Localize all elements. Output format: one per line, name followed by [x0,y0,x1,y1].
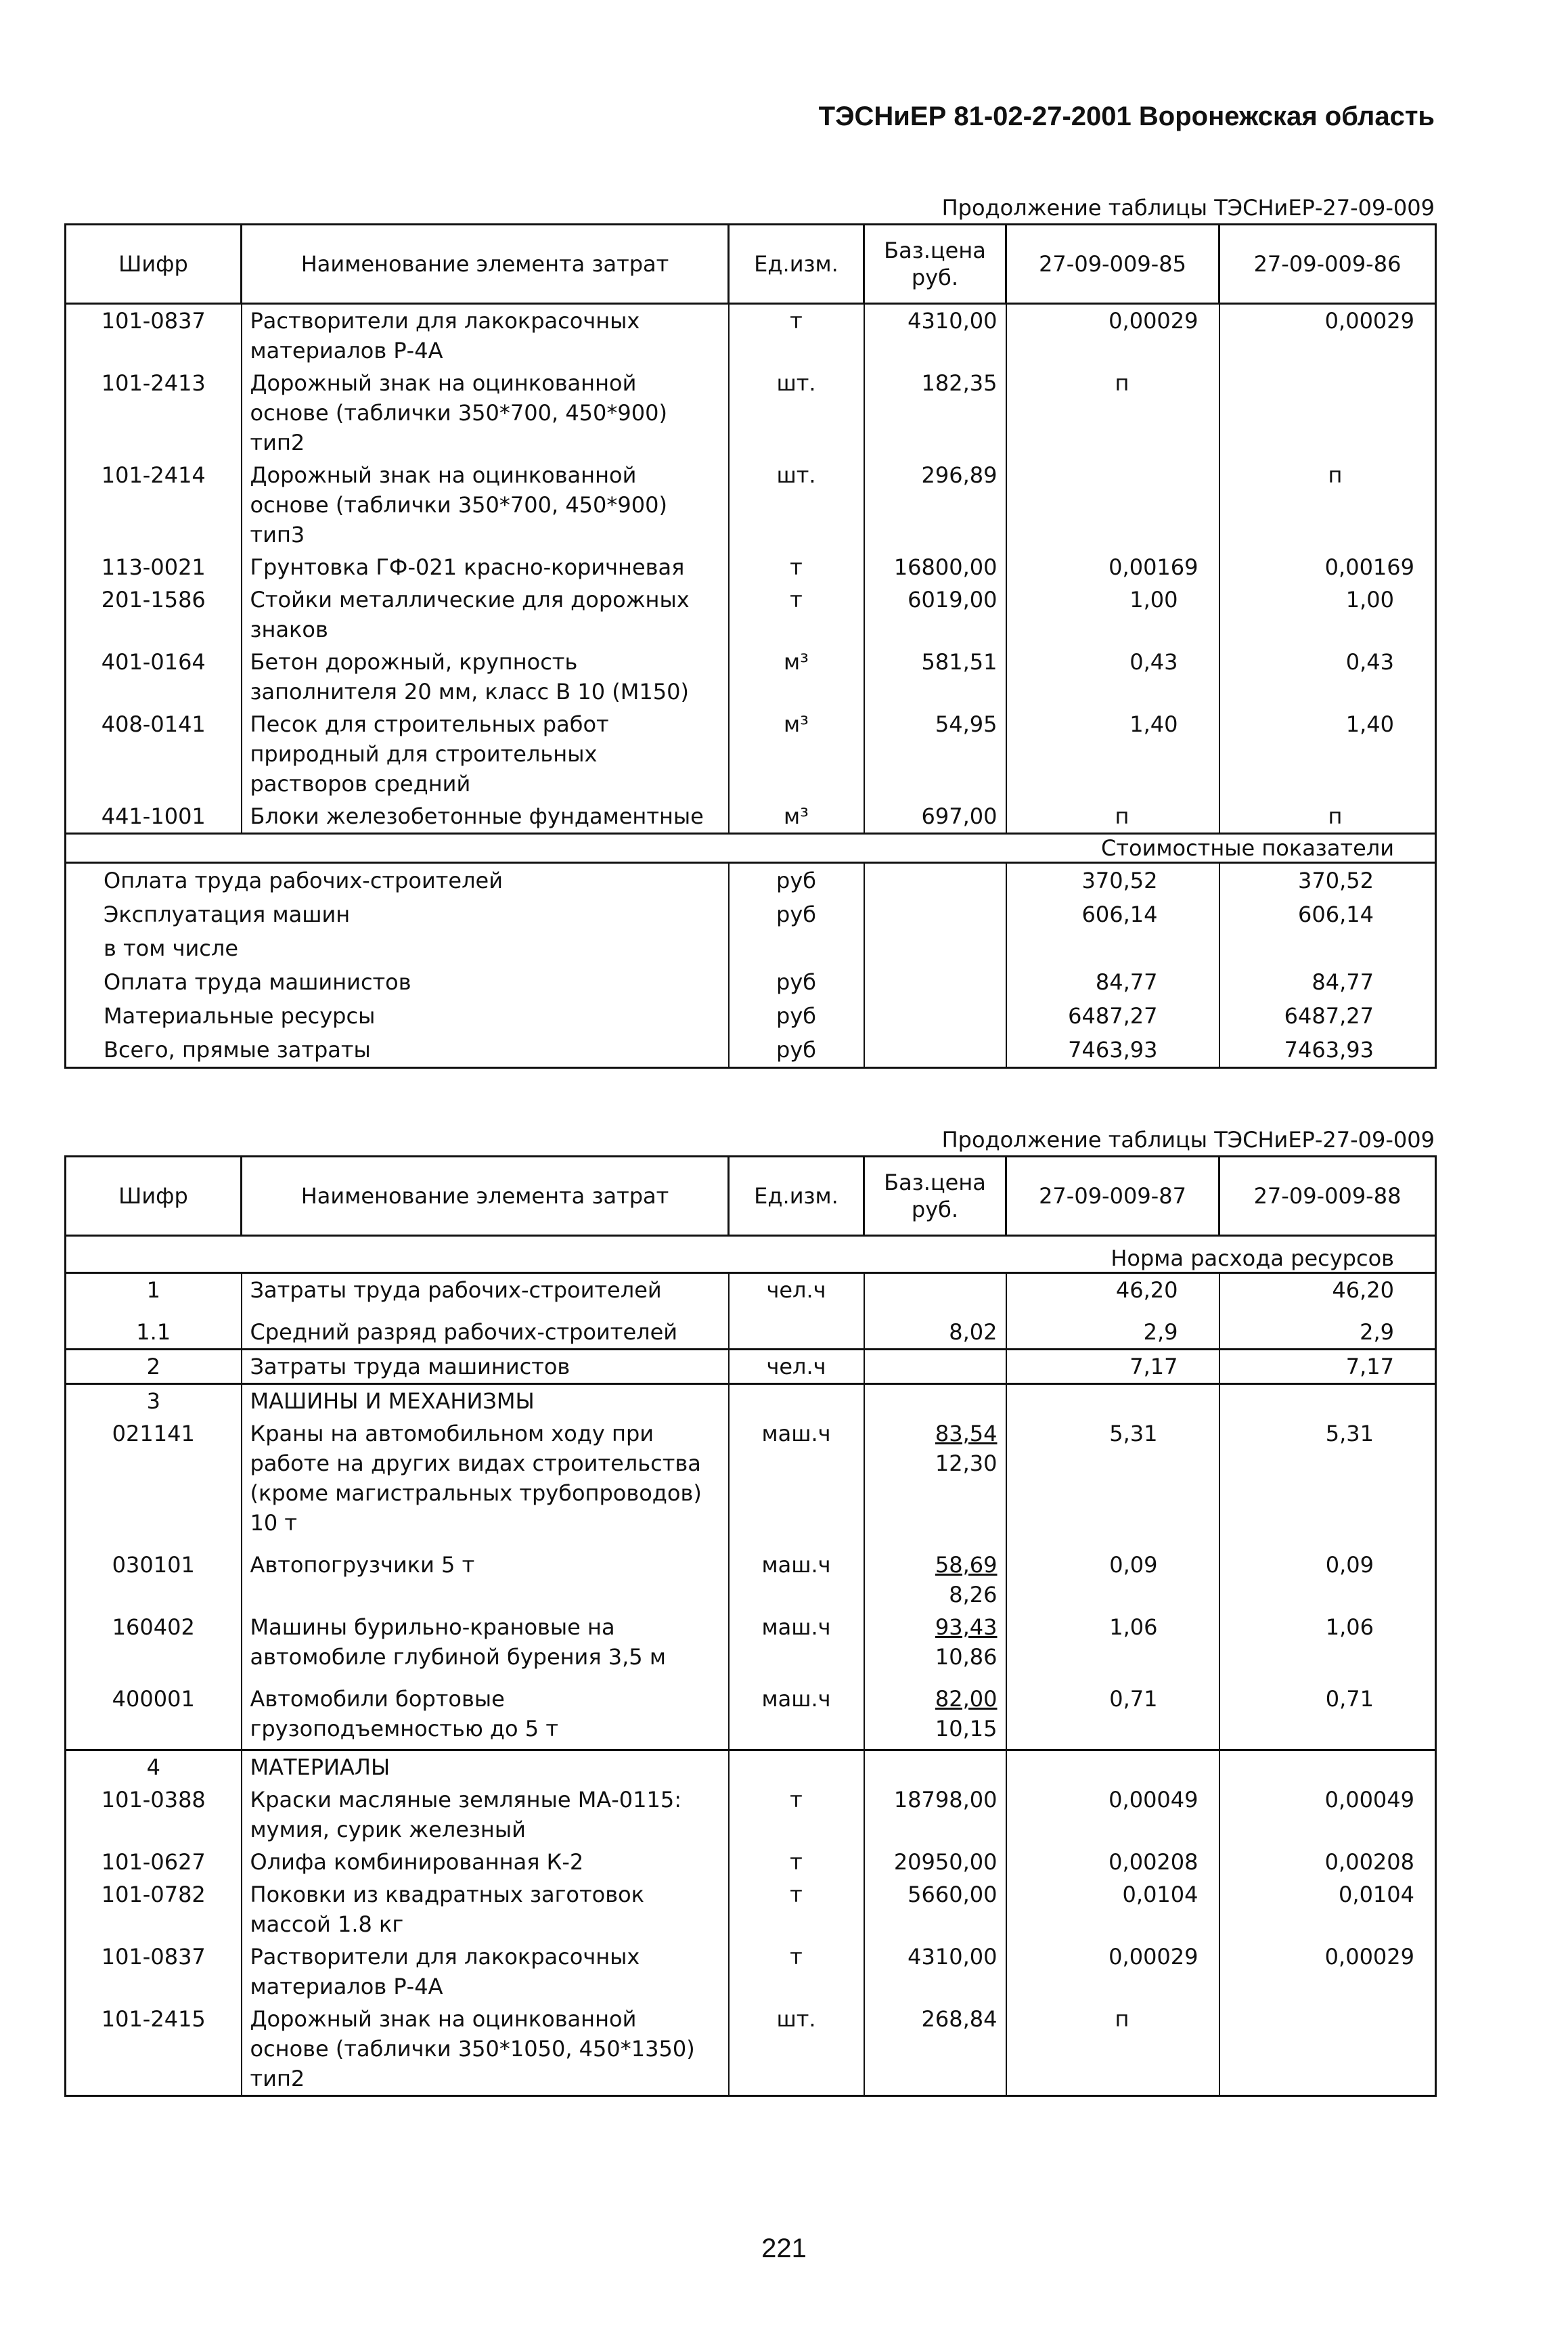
cell-v1: 0,00029 [1006,1940,1219,2003]
table2-header-row [66,1157,1436,1236]
cell-code: 1.1 [66,1306,242,1350]
cell-name: Машины бурильно-крановые на автомобиле глубиной бурения 3,5 м [242,1611,729,1683]
summary-v2: 370,52 [1219,863,1436,898]
price-underlined: 83,54 [935,1421,998,1446]
col-header-code: Шифр [66,1157,242,1236]
cell-v1: 2,9 [1006,1306,1219,1350]
cell-price: 8,02 [864,1306,1006,1350]
table-row [66,551,1436,583]
table-row [66,1611,1436,1683]
summary-unit: руб [729,1033,864,1068]
cell-unit: маш.ч [729,1683,864,1750]
table1-resource-table [64,223,1437,1069]
cell-code: 113-0021 [66,551,242,583]
cell-unit: т [729,1783,864,1846]
cell-v2: 0,71 [1219,1683,1436,1750]
cell-code: 030101 [66,1549,242,1611]
col-header-v1: 27-09-009-85 [1006,225,1219,304]
section-row-machines [66,1384,1436,1418]
cell-price: 54,95 [864,708,1006,800]
cell-name: Грунтовка ГФ-021 красно-коричневая [242,551,729,583]
cell-v1: п [1006,367,1219,459]
summary-v1: 7463,93 [1006,1033,1219,1068]
section-row-materials [66,1750,1436,1784]
cell-name: Поковки из квадратных заготовок массой 1.8 кг [242,1878,729,1940]
cell-code: 401-0164 [66,646,242,708]
cell-v2 [1219,2003,1436,2096]
cell-unit [729,1384,864,1418]
table-row [66,1273,1436,1307]
summary-row [66,1033,1436,1068]
cell-unit: т [729,1940,864,2003]
cell-v2: 0,09 [1219,1549,1436,1611]
cell-name: Песок для строительных работ природный для строительных растворов средний [242,708,729,800]
cell-v2 [1219,367,1436,459]
cell-code: 101-2413 [66,367,242,459]
table-row [66,1940,1436,2003]
cell-name: Средний разряд рабочих-строителей [242,1306,729,1350]
cell-v1: 1,40 [1006,708,1219,800]
page-header-title: ТЭСНиЕР 81-02-27-2001 Воронежская область [818,102,1435,131]
cell-unit [729,1306,864,1350]
summary-v1: 84,77 [1006,965,1219,999]
cell-price: 16800,00 [864,551,1006,583]
table-row [66,2003,1436,2096]
cell-unit: маш.ч [729,1549,864,1611]
cell-name: Бетон дорожный, крупность заполнителя 20 мм, класс В 10 (М150) [242,646,729,708]
summary-name: Оплата труда рабочих-строителей [66,863,729,898]
cell-v1: 0,00049 [1006,1783,1219,1846]
col-header-unit: Ед.изм. [729,225,864,304]
table-row [66,304,1436,368]
cell-unit: м³ [729,646,864,708]
cell-code: 021141 [66,1417,242,1549]
summary-v2: 6487,27 [1219,999,1436,1033]
summary-name: Всего, прямые затраты [66,1033,729,1068]
cell-price: 4310,00 [864,304,1006,368]
summary-header: Стоимостные показатели [66,834,1436,863]
cell-v1: п [1006,800,1219,834]
cell-v1: 0,43 [1006,646,1219,708]
cell-price: 697,00 [864,800,1006,834]
cell-price: 581,51 [864,646,1006,708]
cell-v1: 5,31 [1006,1417,1219,1549]
cell-unit: т [729,583,864,646]
cell-v1: п [1006,2003,1219,2096]
cell-v2: 0,43 [1219,646,1436,708]
cell-name: Автопогрузчики 5 т [242,1549,729,1611]
cell-price [864,1417,1006,1549]
cell-v2: 1,40 [1219,708,1436,800]
cell-code: 441-1001 [66,800,242,834]
cell-v1: 0,00208 [1006,1846,1219,1878]
cell-v1 [1006,1384,1219,1418]
cell-v1: 0,00029 [1006,304,1219,368]
cell-unit: м³ [729,708,864,800]
col-header-unit: Ед.изм. [729,1157,864,1236]
cell-code: 408-0141 [66,708,242,800]
table-row [66,646,1436,708]
table-row [66,459,1436,551]
summary-header-row [66,834,1436,863]
summary-v2: 606,14 [1219,897,1436,931]
cell-v1: 7,17 [1006,1350,1219,1384]
summary-empty [864,897,1006,931]
section-title: МАТЕРИАЛЫ [242,1750,729,1784]
cell-code: 101-2414 [66,459,242,551]
cell-v1: 0,71 [1006,1683,1219,1750]
summary-row [66,931,1436,965]
summary-v2: 84,77 [1219,965,1436,999]
cell-price [864,1611,1006,1683]
price-operator: 8,26 [949,1582,998,1607]
table-row [66,1683,1436,1750]
cell-v1: 0,09 [1006,1549,1219,1611]
col-header-price-line2: руб. [911,1197,959,1222]
section-title: МАШИНЫ И МЕХАНИЗМЫ [242,1384,729,1418]
cell-v1: 0,0104 [1006,1878,1219,1940]
cell-price [864,1273,1006,1307]
table2-resource-table [64,1155,1437,2097]
cell-name: Олифа комбинированная К-2 [242,1846,729,1878]
table-row [66,800,1436,834]
summary-v1: 370,52 [1006,863,1219,898]
summary-empty [864,1033,1006,1068]
cell-code: 2 [66,1350,242,1384]
table1-caption: Продолжение таблицы ТЭСНиЕР-27-09-009 [941,195,1435,221]
table-row [66,1783,1436,1846]
norm-header-row [66,1236,1436,1273]
price-operator: 10,86 [935,1644,998,1670]
cell-unit: маш.ч [729,1417,864,1549]
summary-unit [729,931,864,965]
table-row [66,708,1436,800]
cell-v2: 1,06 [1219,1611,1436,1683]
cell-name: Блоки железобетонные фундаментные [242,800,729,834]
cell-price [864,1750,1006,1784]
summary-row [66,999,1436,1033]
summary-v1: 606,14 [1006,897,1219,931]
cell-v1: 0,00169 [1006,551,1219,583]
summary-name: Материальные ресурсы [66,999,729,1033]
cell-unit: маш.ч [729,1611,864,1683]
cell-price [864,1350,1006,1384]
summary-name: в том числе [66,931,729,965]
cell-unit: чел.ч [729,1350,864,1384]
cell-v1: 1,06 [1006,1611,1219,1683]
cell-v2: 2,9 [1219,1306,1436,1350]
table-row [66,1878,1436,1940]
cell-name: Краны на автомобильном ходу при работе на других видах строительства (кроме магистральных трубопроводов) 10 т [242,1417,729,1549]
cell-price: 5660,00 [864,1878,1006,1940]
cell-v1: 46,20 [1006,1273,1219,1307]
cell-v1: 1,00 [1006,583,1219,646]
table-row [66,367,1436,459]
summary-unit: руб [729,897,864,931]
cell-name: Растворители для лакокрасочных материалов Р-4А [242,304,729,368]
cell-v2 [1219,1750,1436,1784]
cell-v2: п [1219,459,1436,551]
summary-v2 [1219,931,1436,965]
cell-price: 6019,00 [864,583,1006,646]
cell-v2: 0,00049 [1219,1783,1436,1846]
cell-name: Автомобили бортовые грузоподъемностью до 5 т [242,1683,729,1750]
price-underlined: 82,00 [935,1686,998,1712]
cell-v1 [1006,1750,1219,1784]
cell-price [864,1549,1006,1611]
col-header-price-line1: Баз.цена [884,1170,986,1195]
summary-row [66,863,1436,898]
price-operator: 10,15 [935,1716,998,1741]
cell-code: 101-0627 [66,1846,242,1878]
cell-v2: 0,00029 [1219,304,1436,368]
cell-code: 101-0837 [66,1940,242,2003]
col-header-name: Наименование элемента затрат [242,1157,729,1236]
norm-header: Норма расхода ресурсов [66,1236,1436,1273]
cell-code: 201-1586 [66,583,242,646]
cell-unit: шт. [729,2003,864,2096]
cell-v2: 1,00 [1219,583,1436,646]
cell-unit: т [729,1846,864,1878]
cell-price: 182,35 [864,367,1006,459]
cell-price: 296,89 [864,459,1006,551]
cell-v2: 46,20 [1219,1273,1436,1307]
cell-code: 101-2415 [66,2003,242,2096]
summary-name: Эксплуатация машин [66,897,729,931]
cell-price [864,1384,1006,1418]
cell-unit: т [729,304,864,368]
summary-empty [864,931,1006,965]
cell-name: Дорожный знак на оцинкованной основе (таблички 350*700, 450*900) тип2 [242,367,729,459]
summary-empty [864,863,1006,898]
summary-unit: руб [729,999,864,1033]
cell-name: Затраты труда рабочих-строителей [242,1273,729,1307]
section-code: 3 [66,1384,242,1418]
cell-v2: 5,31 [1219,1417,1436,1549]
cell-unit: шт. [729,367,864,459]
col-header-price [864,225,1006,304]
summary-name: Оплата труда машинистов [66,965,729,999]
table1-header-row [66,225,1436,304]
cell-code: 101-0837 [66,304,242,368]
col-header-v2: 27-09-009-86 [1219,225,1436,304]
table-row [66,1350,1436,1384]
cell-code: 1 [66,1273,242,1307]
cell-unit: м³ [729,800,864,834]
summary-empty [864,999,1006,1033]
cell-code: 400001 [66,1683,242,1750]
cell-name: Краски масляные земляные МА-0115: мумия, сурик железный [242,1783,729,1846]
summary-v1 [1006,931,1219,965]
cell-code: 160402 [66,1611,242,1683]
table-row [66,1846,1436,1878]
cell-v2: 7,17 [1219,1350,1436,1384]
price-underlined: 93,43 [935,1614,998,1640]
col-header-v2: 27-09-009-88 [1219,1157,1436,1236]
cell-unit: т [729,551,864,583]
cell-v2: 0,0104 [1219,1878,1436,1940]
summary-v1: 6487,27 [1006,999,1219,1033]
cell-price: 20950,00 [864,1846,1006,1878]
summary-row [66,897,1436,931]
table-row [66,583,1436,646]
col-header-price-line2: руб. [911,265,959,290]
cell-price: 18798,00 [864,1783,1006,1846]
cell-name: Дорожный знак на оцинкованной основе (таблички 350*1050, 450*1350) тип2 [242,2003,729,2096]
cell-v2: п [1219,800,1436,834]
cell-name: Стойки металлические для дорожных знаков [242,583,729,646]
table-row [66,1417,1436,1549]
cell-unit: шт. [729,459,864,551]
cell-v2 [1219,1384,1436,1418]
summary-row [66,965,1436,999]
table-row [66,1549,1436,1611]
page-number: 221 [761,2234,807,2263]
cell-name: Растворители для лакокрасочных материалов Р-4А [242,1940,729,2003]
price-operator: 12,30 [935,1450,998,1476]
cell-unit: чел.ч [729,1273,864,1307]
price-underlined: 58,69 [935,1552,998,1578]
cell-unit: т [729,1878,864,1940]
summary-empty [864,965,1006,999]
cell-price: 268,84 [864,2003,1006,2096]
section-code: 4 [66,1750,242,1784]
cell-name: Дорожный знак на оцинкованной основе (таблички 350*700, 450*900) тип3 [242,459,729,551]
cell-unit [729,1750,864,1784]
cell-code: 101-0388 [66,1783,242,1846]
cell-v1 [1006,459,1219,551]
cell-code: 101-0782 [66,1878,242,1940]
col-header-v1: 27-09-009-87 [1006,1157,1219,1236]
col-header-price-line1: Баз.цена [884,238,986,263]
cell-v2: 0,00029 [1219,1940,1436,2003]
summary-unit: руб [729,965,864,999]
cell-price [864,1683,1006,1750]
summary-unit: руб [729,863,864,898]
cell-price: 4310,00 [864,1940,1006,2003]
col-header-name: Наименование элемента затрат [242,225,729,304]
summary-v2: 7463,93 [1219,1033,1436,1068]
table-row [66,1306,1436,1350]
col-header-code: Шифр [66,225,242,304]
table2-caption: Продолжение таблицы ТЭСНиЕР-27-09-009 [941,1127,1435,1153]
cell-v2: 0,00169 [1219,551,1436,583]
cell-v2: 0,00208 [1219,1846,1436,1878]
col-header-price [864,1157,1006,1236]
cell-name: Затраты труда машинистов [242,1350,729,1384]
